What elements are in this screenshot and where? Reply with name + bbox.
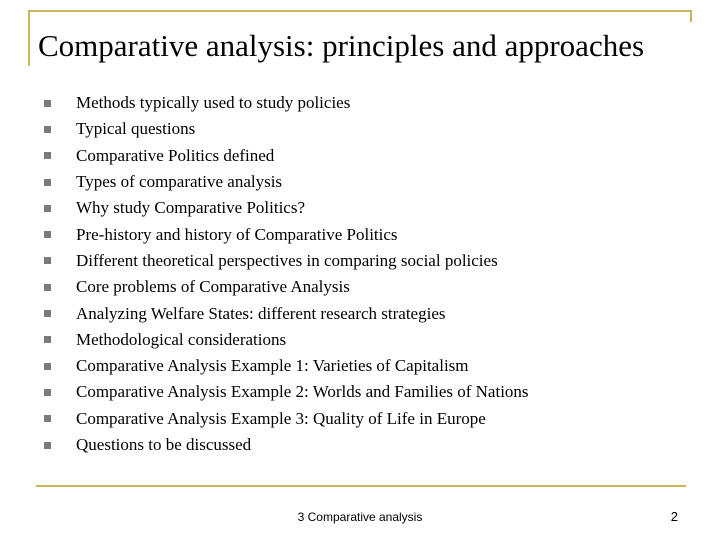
list-item	[40, 221, 529, 247]
bullet-text: Typical questions	[76, 119, 196, 139]
top-left-vertical-rule	[28, 10, 30, 66]
list-item	[40, 90, 529, 116]
square-bullet-icon	[44, 100, 51, 107]
list-item	[40, 169, 529, 195]
list-item	[40, 274, 529, 300]
top-horizontal-rule	[28, 10, 692, 12]
list-item	[40, 300, 529, 326]
list-item	[40, 143, 529, 169]
bullet-text: Methodological considerations	[76, 329, 287, 349]
list-item	[40, 432, 529, 458]
bullet-text: Analyzing Welfare States: different research strategies	[76, 303, 446, 323]
top-right-vertical-rule	[690, 10, 692, 22]
square-bullet-icon	[44, 231, 51, 238]
square-bullet-icon	[44, 257, 51, 264]
bullet-text: Methods typically used to study policies	[76, 93, 351, 113]
square-bullet-icon	[44, 336, 51, 343]
square-bullet-icon	[44, 442, 51, 449]
bullet-text: Comparative Analysis Example 3: Quality of Life in Europe	[76, 408, 486, 428]
square-bullet-icon	[44, 126, 51, 133]
footer-rule	[36, 485, 686, 487]
square-bullet-icon	[44, 415, 51, 422]
square-bullet-icon	[44, 152, 51, 159]
list-item	[40, 406, 529, 432]
square-bullet-icon	[44, 205, 51, 212]
bullet-text: Types of comparative analysis	[76, 172, 283, 192]
bullet-text: Pre-history and history of Comparative Politics	[76, 224, 398, 244]
bullet-text: Core problems of Comparative Analysis	[76, 277, 350, 297]
square-bullet-icon	[44, 310, 51, 317]
footer-title: 3 Comparative analysis	[297, 510, 423, 524]
bullet-text: Comparative Analysis Example 2: Worlds and Families of Nations	[76, 382, 529, 402]
list-item	[40, 116, 529, 142]
square-bullet-icon	[44, 179, 51, 186]
square-bullet-icon	[44, 389, 51, 396]
slide-title: Comparative analysis: principles and approaches	[38, 28, 645, 63]
list-item	[40, 248, 529, 274]
list-item	[40, 327, 529, 353]
page-number: 2	[670, 509, 678, 524]
bullet-text: Comparative Politics defined	[76, 145, 275, 165]
list-item	[40, 379, 529, 405]
bullet-text: Different theoretical perspectives in comparing social policies	[76, 250, 498, 270]
bullet-text: Questions to be discussed	[76, 435, 252, 454]
list-item	[40, 195, 529, 221]
bullet-text: Why study Comparative Politics?	[76, 198, 305, 218]
square-bullet-icon	[44, 284, 51, 291]
bullet-text: Comparative Analysis Example 1: Varieties of Capitalism	[76, 356, 469, 376]
square-bullet-icon	[44, 363, 51, 370]
list-item	[40, 353, 529, 379]
bullet-list	[40, 90, 529, 458]
